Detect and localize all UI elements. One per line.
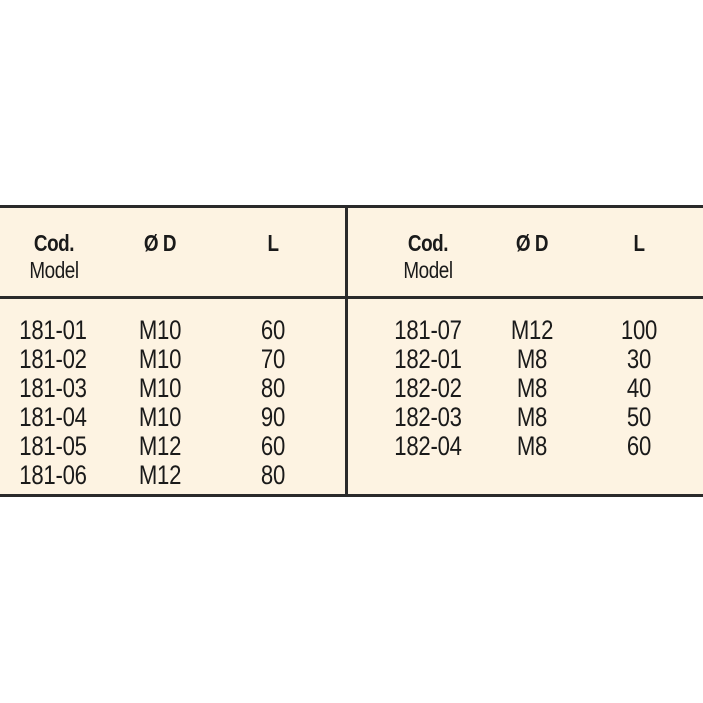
cell-code: 182-03: [394, 402, 462, 432]
cell-length: 80: [260, 460, 286, 490]
cell-diameter: M8: [516, 431, 548, 461]
cell-code: 181-04: [19, 402, 87, 432]
cell-diameter: M8: [516, 402, 548, 432]
cell-length: 50: [626, 402, 652, 432]
cell-length: 60: [260, 431, 286, 461]
header-length: [589, 230, 689, 257]
table-right-half: [348, 208, 703, 494]
cell-diameter: M8: [516, 344, 548, 374]
cell-code: 181-07: [394, 315, 462, 345]
cell-diameter: M10: [138, 373, 182, 403]
header-diameter-label: Ø D: [515, 230, 549, 256]
header-code: [4, 230, 104, 284]
header-code-label: Cod.: [33, 230, 75, 256]
cell-code: 181-05: [19, 431, 87, 461]
cell-length: 40: [626, 373, 652, 403]
cell-code: 181-01: [19, 315, 87, 345]
cell-code: 182-02: [394, 373, 462, 403]
cell-diameter: M8: [516, 373, 548, 403]
cell-diameter: M12: [510, 315, 554, 345]
cell-length: 80: [260, 373, 286, 403]
header-code-label: Cod.: [407, 230, 449, 256]
cell-code: 181-02: [19, 344, 87, 374]
cell-length: 60: [626, 431, 652, 461]
header-diameter-label: Ø D: [143, 230, 177, 256]
table-left-half: [0, 208, 345, 494]
cell-diameter: M10: [138, 402, 182, 432]
spec-table: [0, 205, 703, 497]
header-length: [223, 230, 323, 257]
cell-diameter: M12: [138, 460, 182, 490]
cell-length: 30: [626, 344, 652, 374]
column-diameter: [482, 316, 582, 461]
column-length: [223, 316, 323, 490]
column-code: [3, 316, 103, 490]
cell-code: 181-03: [19, 373, 87, 403]
cell-length: 60: [260, 315, 286, 345]
column-diameter: [110, 316, 210, 490]
header-diameter: [110, 230, 210, 257]
header-code: [378, 230, 478, 284]
cell-diameter: M12: [138, 431, 182, 461]
cell-code: 181-06: [19, 460, 87, 490]
header-code-sublabel: Model: [403, 257, 453, 283]
header-diameter: [482, 230, 582, 257]
cell-code: 182-04: [394, 431, 462, 461]
header-code-sublabel: Model: [29, 257, 79, 283]
cell-diameter: M10: [138, 315, 182, 345]
header-length-label: L: [267, 230, 279, 256]
cell-length: 100: [620, 315, 658, 345]
cell-length: 70: [260, 344, 286, 374]
column-code: [378, 316, 478, 461]
cell-code: 182-01: [394, 344, 462, 374]
header-length-label: L: [633, 230, 645, 256]
column-length: [589, 316, 689, 461]
cell-diameter: M10: [138, 344, 182, 374]
cell-length: 90: [260, 402, 286, 432]
